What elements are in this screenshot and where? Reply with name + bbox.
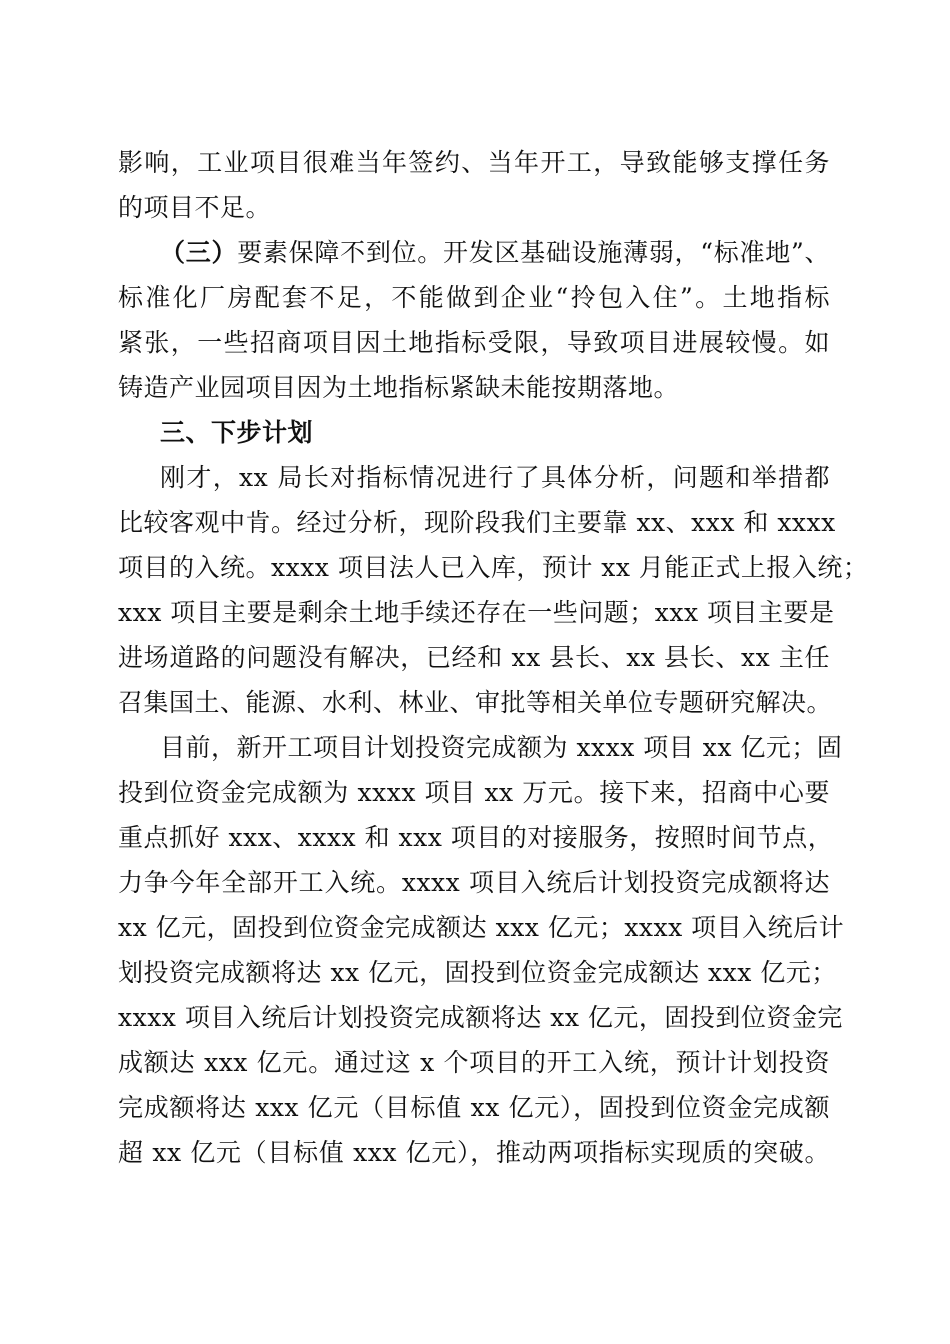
paragraph-line: xxxx 项目入统后计划投资完成额将达 xx 亿元，固投到位资金完 [118,1003,843,1032]
paragraph-line: 力争今年全部开工入统。xxxx 项目入统后计划投资完成额将达 [118,868,830,897]
paragraph-line: 召集国土、能源、水利、林业、审批等相关单位专题研究解决。 [118,688,833,717]
paragraph-line: 完成额将达 xxx 亿元（目标值 xx 亿元），固投到位资金完成额 [118,1093,830,1122]
section-subheading-line [160,238,830,268]
paragraph-line: xxx 项目主要是剩余土地手续还存在一些问题；xxx 项目主要是 [118,598,835,627]
paragraph-line: 影响，工业项目很难当年签约、当年开工，导致能够支撑任务 [118,148,830,177]
paragraph-line: 刚才，xx 局长对指标情况进行了具体分析，问题和举措都 [160,463,830,492]
paragraph-line: 铸造产业园项目因为土地指标紧缺未能按期落地。 [118,373,680,402]
paragraph-line: 重点抓好 xxx、xxxx 和 xxx 项目的对接服务，按照时间节点， [118,823,834,852]
paragraph-line: 的项目不足。 [118,193,272,222]
paragraph-line: 进场道路的问题没有解决，已经和 xx 县长、xx 县长、xx 主任 [118,643,830,672]
paragraph-line: 目前，新开工项目计划投资完成额为 xxxx 项目 xx 亿元；固 [160,733,843,762]
paragraph-line: 紧张，一些招商项目因土地指标受限，导致项目进展较慢。如 [118,328,830,357]
section-heading: 三、下步计划 [160,418,314,447]
paragraph-line: 投到位资金完成额为 xxxx 项目 xx 万元。接下来，招商中心要 [118,778,830,807]
paragraph-line: 标准化厂房配套不足，不能做到企业“拎包入住”。土地指标 [118,283,830,312]
paragraph-line: 项目的入统。xxxx 项目法人已入库，预计 xx 月能正式上报入统； [118,553,869,582]
paragraph-line: xx 亿元，固投到位资金完成额达 xxx 亿元；xxxx 项目入统后计 [118,913,845,942]
paragraph-line: 成额达 xxx 亿元。通过这 x 个项目的开工入统，预计计划投资 [118,1048,830,1077]
subheading-text: 要素保障不到位。开发区基础设施薄弱，“标准地”、 [237,238,830,267]
paragraph-line: 划投资完成额将达 xx 亿元，固投到位资金完成额达 xxx 亿元； [118,958,837,987]
paragraph-line: 超 xx 亿元（目标值 xxx 亿元），推动两项指标实现质的突破。 [118,1138,830,1167]
subheading-prefix: （三） [160,238,238,267]
paragraph-line: 比较客观中肯。经过分析，现阶段我们主要靠 xx、xxx 和 xxxx [118,508,836,537]
